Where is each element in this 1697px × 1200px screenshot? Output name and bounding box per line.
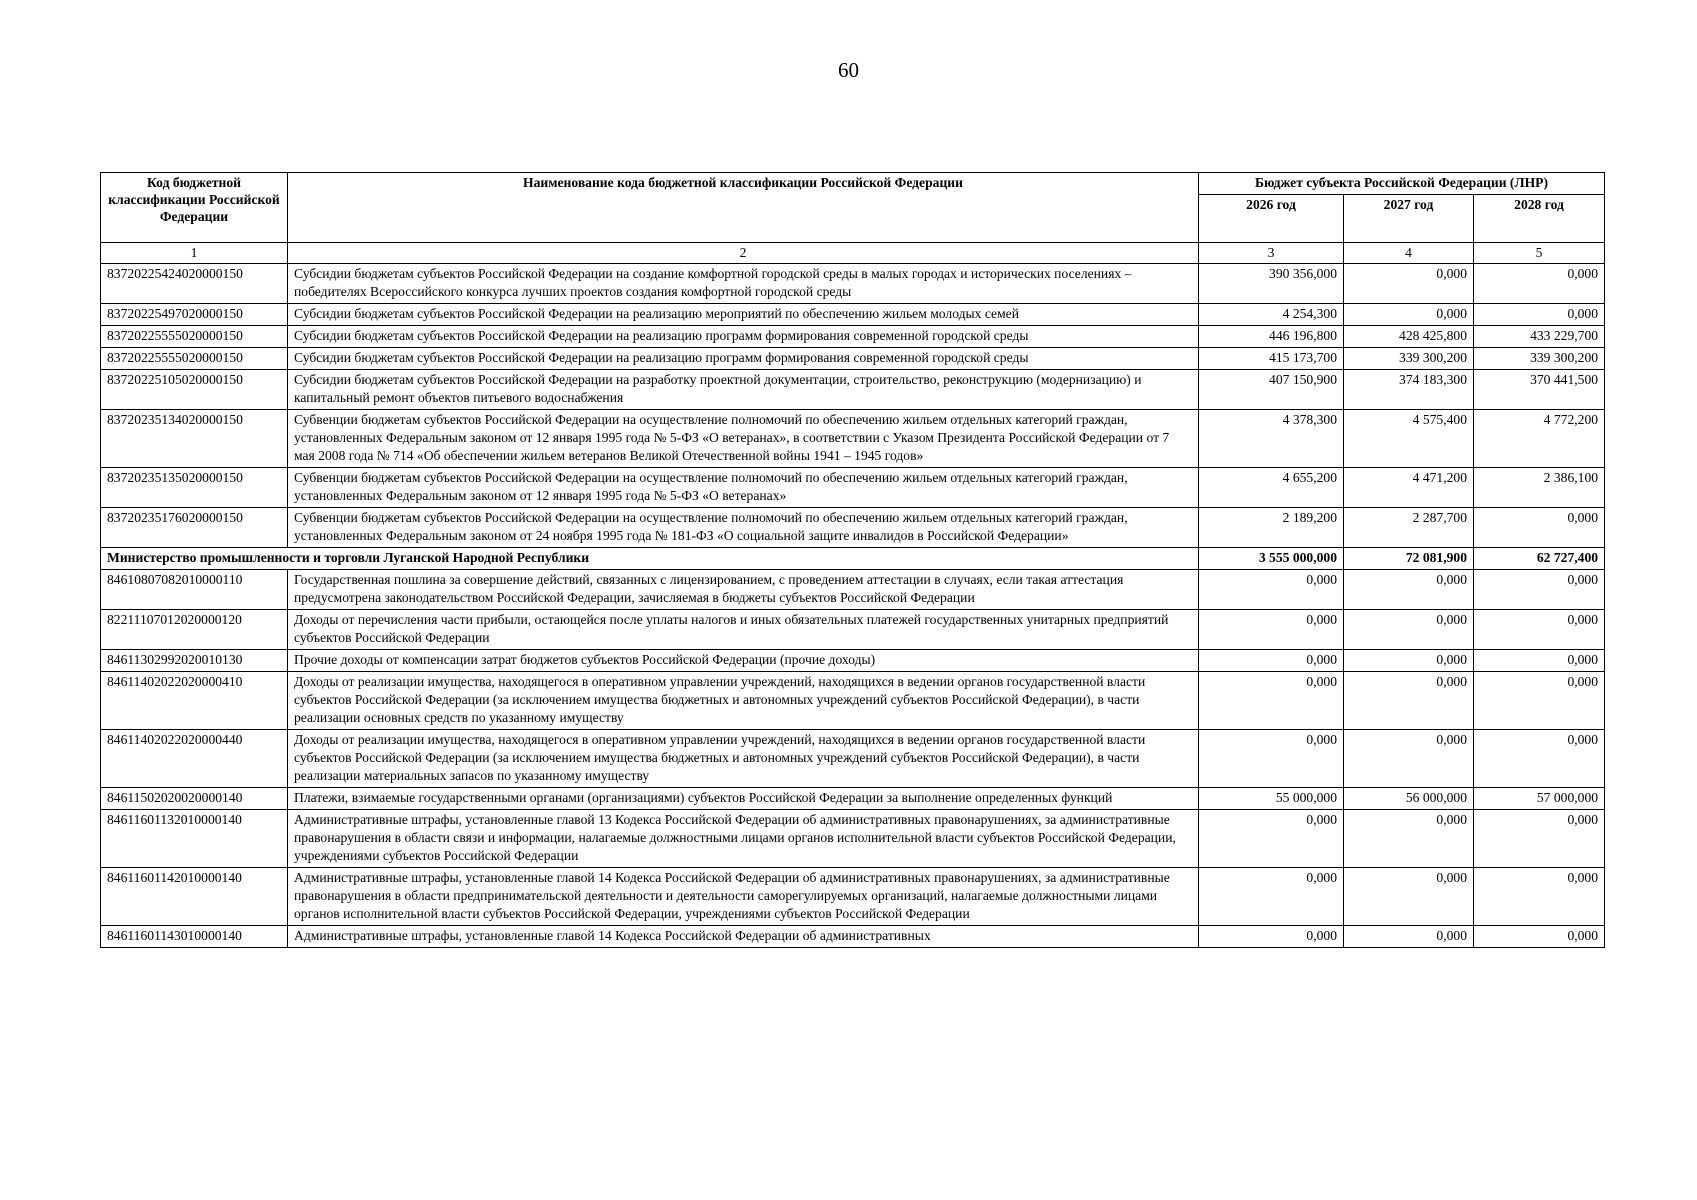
amount-2028-cell: 0,000 [1474,730,1605,788]
budget-code-cell: 84611601132010000140 [101,810,288,868]
budget-code-cell: 83720225555020000150 [101,348,288,370]
table-row [101,730,1605,788]
budget-table [100,172,1605,948]
amount-2026-cell: 0,000 [1199,926,1344,948]
column-number-row [101,243,1605,264]
table-row [101,468,1605,508]
budget-code-cell: 83720225555020000150 [101,326,288,348]
classification-name-cell: Субвенции бюджетам субъектов Российской Федерации на осуществление полномочий по обеспечению жильем отдельных категорий граждан, установленных Федеральным законом от 24 ноября 1995 года № 181-ФЗ «О социальной защите инвалидов в Российской Федерации» [288,508,1199,548]
amount-2026-cell: 0,000 [1199,672,1344,730]
column-number: 1 [101,243,288,264]
amount-2027-cell: 374 183,300 [1344,370,1474,410]
amount-2026-cell: 4 254,300 [1199,304,1344,326]
table-row [101,348,1605,370]
amount-2027-cell: 0,000 [1344,650,1474,672]
table-row [101,926,1605,948]
amount-2026-cell: 3 555 000,000 [1199,548,1344,570]
amount-2028-cell: 0,000 [1474,650,1605,672]
amount-2026-cell: 446 196,800 [1199,326,1344,348]
amount-2026-cell: 0,000 [1199,650,1344,672]
classification-name-cell: Субсидии бюджетам субъектов Российской Федерации на разработку проектной документации, строительство, реконструкцию (модернизацию) и капитальный ремонт объектов питьевого водоснабжения [288,370,1199,410]
budget-code-cell: 82211107012020000120 [101,610,288,650]
amount-2026-cell: 407 150,900 [1199,370,1344,410]
table-row [101,326,1605,348]
amount-2028-cell: 0,000 [1474,868,1605,926]
page-number: 60 [838,58,859,82]
amount-2027-cell: 4 575,400 [1344,410,1474,468]
amount-2028-cell: 0,000 [1474,610,1605,650]
budget-code-cell: 83720235134020000150 [101,410,288,468]
budget-code-cell: 84611502020020000140 [101,788,288,810]
budget-code-cell: 83720225497020000150 [101,304,288,326]
header-budget: Бюджет субъекта Российской Федерации (ЛНР) [1199,173,1605,195]
table-row [101,650,1605,672]
table-row [101,610,1605,650]
amount-2027-cell: 0,000 [1344,868,1474,926]
amount-2028-cell: 0,000 [1474,304,1605,326]
amount-2028-cell: 433 229,700 [1474,326,1605,348]
column-number: 2 [288,243,1199,264]
header-name: Наименование кода бюджетной классификации Российской Федерации [288,173,1199,243]
classification-name-cell: Прочие доходы от компенсации затрат бюджетов субъектов Российской Федерации (прочие доходы) [288,650,1199,672]
amount-2028-cell: 0,000 [1474,264,1605,304]
header-year-2026: 2026 год [1199,195,1344,243]
amount-2026-cell: 55 000,000 [1199,788,1344,810]
classification-name-cell: Субсидии бюджетам субъектов Российской Федерации на реализацию мероприятий по обеспечению жильем молодых семей [288,304,1199,326]
amount-2026-cell: 4 655,200 [1199,468,1344,508]
classification-name-cell: Административные штрафы, установленные главой 13 Кодекса Российской Федерации об административных правонарушениях, за административные правонарушения в области связи и информации, налагаемые должностными лицами органов исполнительной власти субъектов Российской Федерации, учреждениями субъектов Российской Федерации [288,810,1199,868]
amount-2027-cell: 0,000 [1344,730,1474,788]
table-row [101,370,1605,410]
classification-name-cell: Субсидии бюджетам субъектов Российской Федерации на реализацию программ формирования современной городской среды [288,326,1199,348]
budget-code-cell: 84611601143010000140 [101,926,288,948]
amount-2027-cell: 2 287,700 [1344,508,1474,548]
header-year-2027: 2027 год [1344,195,1474,243]
column-number: 4 [1344,243,1474,264]
table-row [101,264,1605,304]
amount-2027-cell: 0,000 [1344,810,1474,868]
section-title: Министерство промышленности и торговли Луганской Народной Республики [101,548,1199,570]
amount-2027-cell: 0,000 [1344,610,1474,650]
amount-2028-cell: 2 386,100 [1474,468,1605,508]
amount-2028-cell: 370 441,500 [1474,370,1605,410]
amount-2027-cell: 0,000 [1344,264,1474,304]
amount-2027-cell: 56 000,000 [1344,788,1474,810]
table-row [101,570,1605,610]
classification-name-cell: Доходы от реализации имущества, находящегося в оперативном управлении учреждений, находящихся в ведении органов государственной власти субъектов Российской Федерации (за исключением имущества бюджетных и автономных учреждений субъектов Российской Федерации), в части реализации материальных запасов по указанному имуществу [288,730,1199,788]
amount-2028-cell: 57 000,000 [1474,788,1605,810]
amount-2027-cell: 4 471,200 [1344,468,1474,508]
amount-2028-cell: 0,000 [1474,570,1605,610]
column-number: 5 [1474,243,1605,264]
column-number: 3 [1199,243,1344,264]
budget-code-cell: 84611402022020000440 [101,730,288,788]
table-row [101,868,1605,926]
amount-2027-cell: 0,000 [1344,570,1474,610]
budget-code-cell: 83720235135020000150 [101,468,288,508]
amount-2026-cell: 0,000 [1199,570,1344,610]
amount-2026-cell: 0,000 [1199,810,1344,868]
amount-2026-cell: 2 189,200 [1199,508,1344,548]
header-year-2028: 2028 год [1474,195,1605,243]
classification-name-cell: Платежи, взимаемые государственными органами (организациями) субъектов Российской Федерации за выполнение определенных функций [288,788,1199,810]
classification-name-cell: Административные штрафы, установленные главой 14 Кодекса Российской Федерации об административных правонарушениях, за административные правонарушения в области предпринимательской деятельности и деятельности саморегулируемых организаций, налагаемые должностными лицами органов исполнительной власти субъектов Российской Федерации, учреждениями субъектов Российской Федерации [288,868,1199,926]
amount-2027-cell: 0,000 [1344,672,1474,730]
budget-code-cell: 84611601142010000140 [101,868,288,926]
amount-2027-cell: 72 081,900 [1344,548,1474,570]
amount-2027-cell: 0,000 [1344,926,1474,948]
table-row [101,410,1605,468]
amount-2026-cell: 0,000 [1199,730,1344,788]
amount-2027-cell: 428 425,800 [1344,326,1474,348]
budget-code-cell: 84611302992020010130 [101,650,288,672]
table-row [101,810,1605,868]
table-row [101,304,1605,326]
table-row [101,672,1605,730]
amount-2028-cell: 0,000 [1474,508,1605,548]
amount-2026-cell: 0,000 [1199,868,1344,926]
classification-name-cell: Субсидии бюджетам субъектов Российской Федерации на реализацию программ формирования современной городской среды [288,348,1199,370]
header-code: Код бюджетной классификации Российской Федерации [101,173,288,243]
budget-code-cell: 83720225424020000150 [101,264,288,304]
amount-2028-cell: 0,000 [1474,926,1605,948]
amount-2028-cell: 339 300,200 [1474,348,1605,370]
section-row [101,548,1605,570]
classification-name-cell: Субвенции бюджетам субъектов Российской Федерации на осуществление полномочий по обеспечению жильем отдельных категорий граждан, установленных Федеральным законом от 12 января 1995 года № 5-ФЗ «О ветеранах», в соответствии с Указом Президента Российской Федерации от 7 мая 2008 года № 714 «Об обеспечении жильем ветеранов Великой Отечественной войны 1941 – 1945 годов» [288,410,1199,468]
amount-2026-cell: 0,000 [1199,610,1344,650]
amount-2027-cell: 339 300,200 [1344,348,1474,370]
amount-2027-cell: 0,000 [1344,304,1474,326]
amount-2028-cell: 0,000 [1474,810,1605,868]
classification-name-cell: Государственная пошлина за совершение действий, связанных с лицензированием, с проведением аттестации в случаях, если такая аттестация предусмотрена законодательством Российской Федерации, зачисляемая в бюджеты субъектов Российской Федерации [288,570,1199,610]
classification-name-cell: Доходы от перечисления части прибыли, остающейся после уплаты налогов и иных обязательных платежей государственных унитарных предприятий субъектов Российской Федерации [288,610,1199,650]
table-row [101,508,1605,548]
table-row [101,788,1605,810]
amount-2026-cell: 415 173,700 [1199,348,1344,370]
classification-name-cell: Субсидии бюджетам субъектов Российской Федерации на создание комфортной городской среды в малых городах и исторических поселениях – победителях Всероссийского конкурса лучших проектов создания комфортной городской среды [288,264,1199,304]
amount-2028-cell: 4 772,200 [1474,410,1605,468]
classification-name-cell: Доходы от реализации имущества, находящегося в оперативном управлении учреждений, находящихся в ведении органов государственной власти субъектов Российской Федерации (за исключением имущества бюджетных и автономных учреждений субъектов Российской Федерации), в части реализации основных средств по указанному имуществу [288,672,1199,730]
amount-2028-cell: 0,000 [1474,672,1605,730]
amount-2026-cell: 4 378,300 [1199,410,1344,468]
classification-name-cell: Административные штрафы, установленные главой 14 Кодекса Российской Федерации об административных [288,926,1199,948]
amount-2026-cell: 390 356,000 [1199,264,1344,304]
budget-code-cell: 84610807082010000110 [101,570,288,610]
classification-name-cell: Субвенции бюджетам субъектов Российской Федерации на осуществление полномочий по обеспечению жильем отдельных категорий граждан, установленных Федеральным законом от 12 января 1995 года № 5-ФЗ «О ветеранах» [288,468,1199,508]
amount-2028-cell: 62 727,400 [1474,548,1605,570]
budget-code-cell: 83720225105020000150 [101,370,288,410]
budget-code-cell: 84611402022020000410 [101,672,288,730]
budget-code-cell: 83720235176020000150 [101,508,288,548]
